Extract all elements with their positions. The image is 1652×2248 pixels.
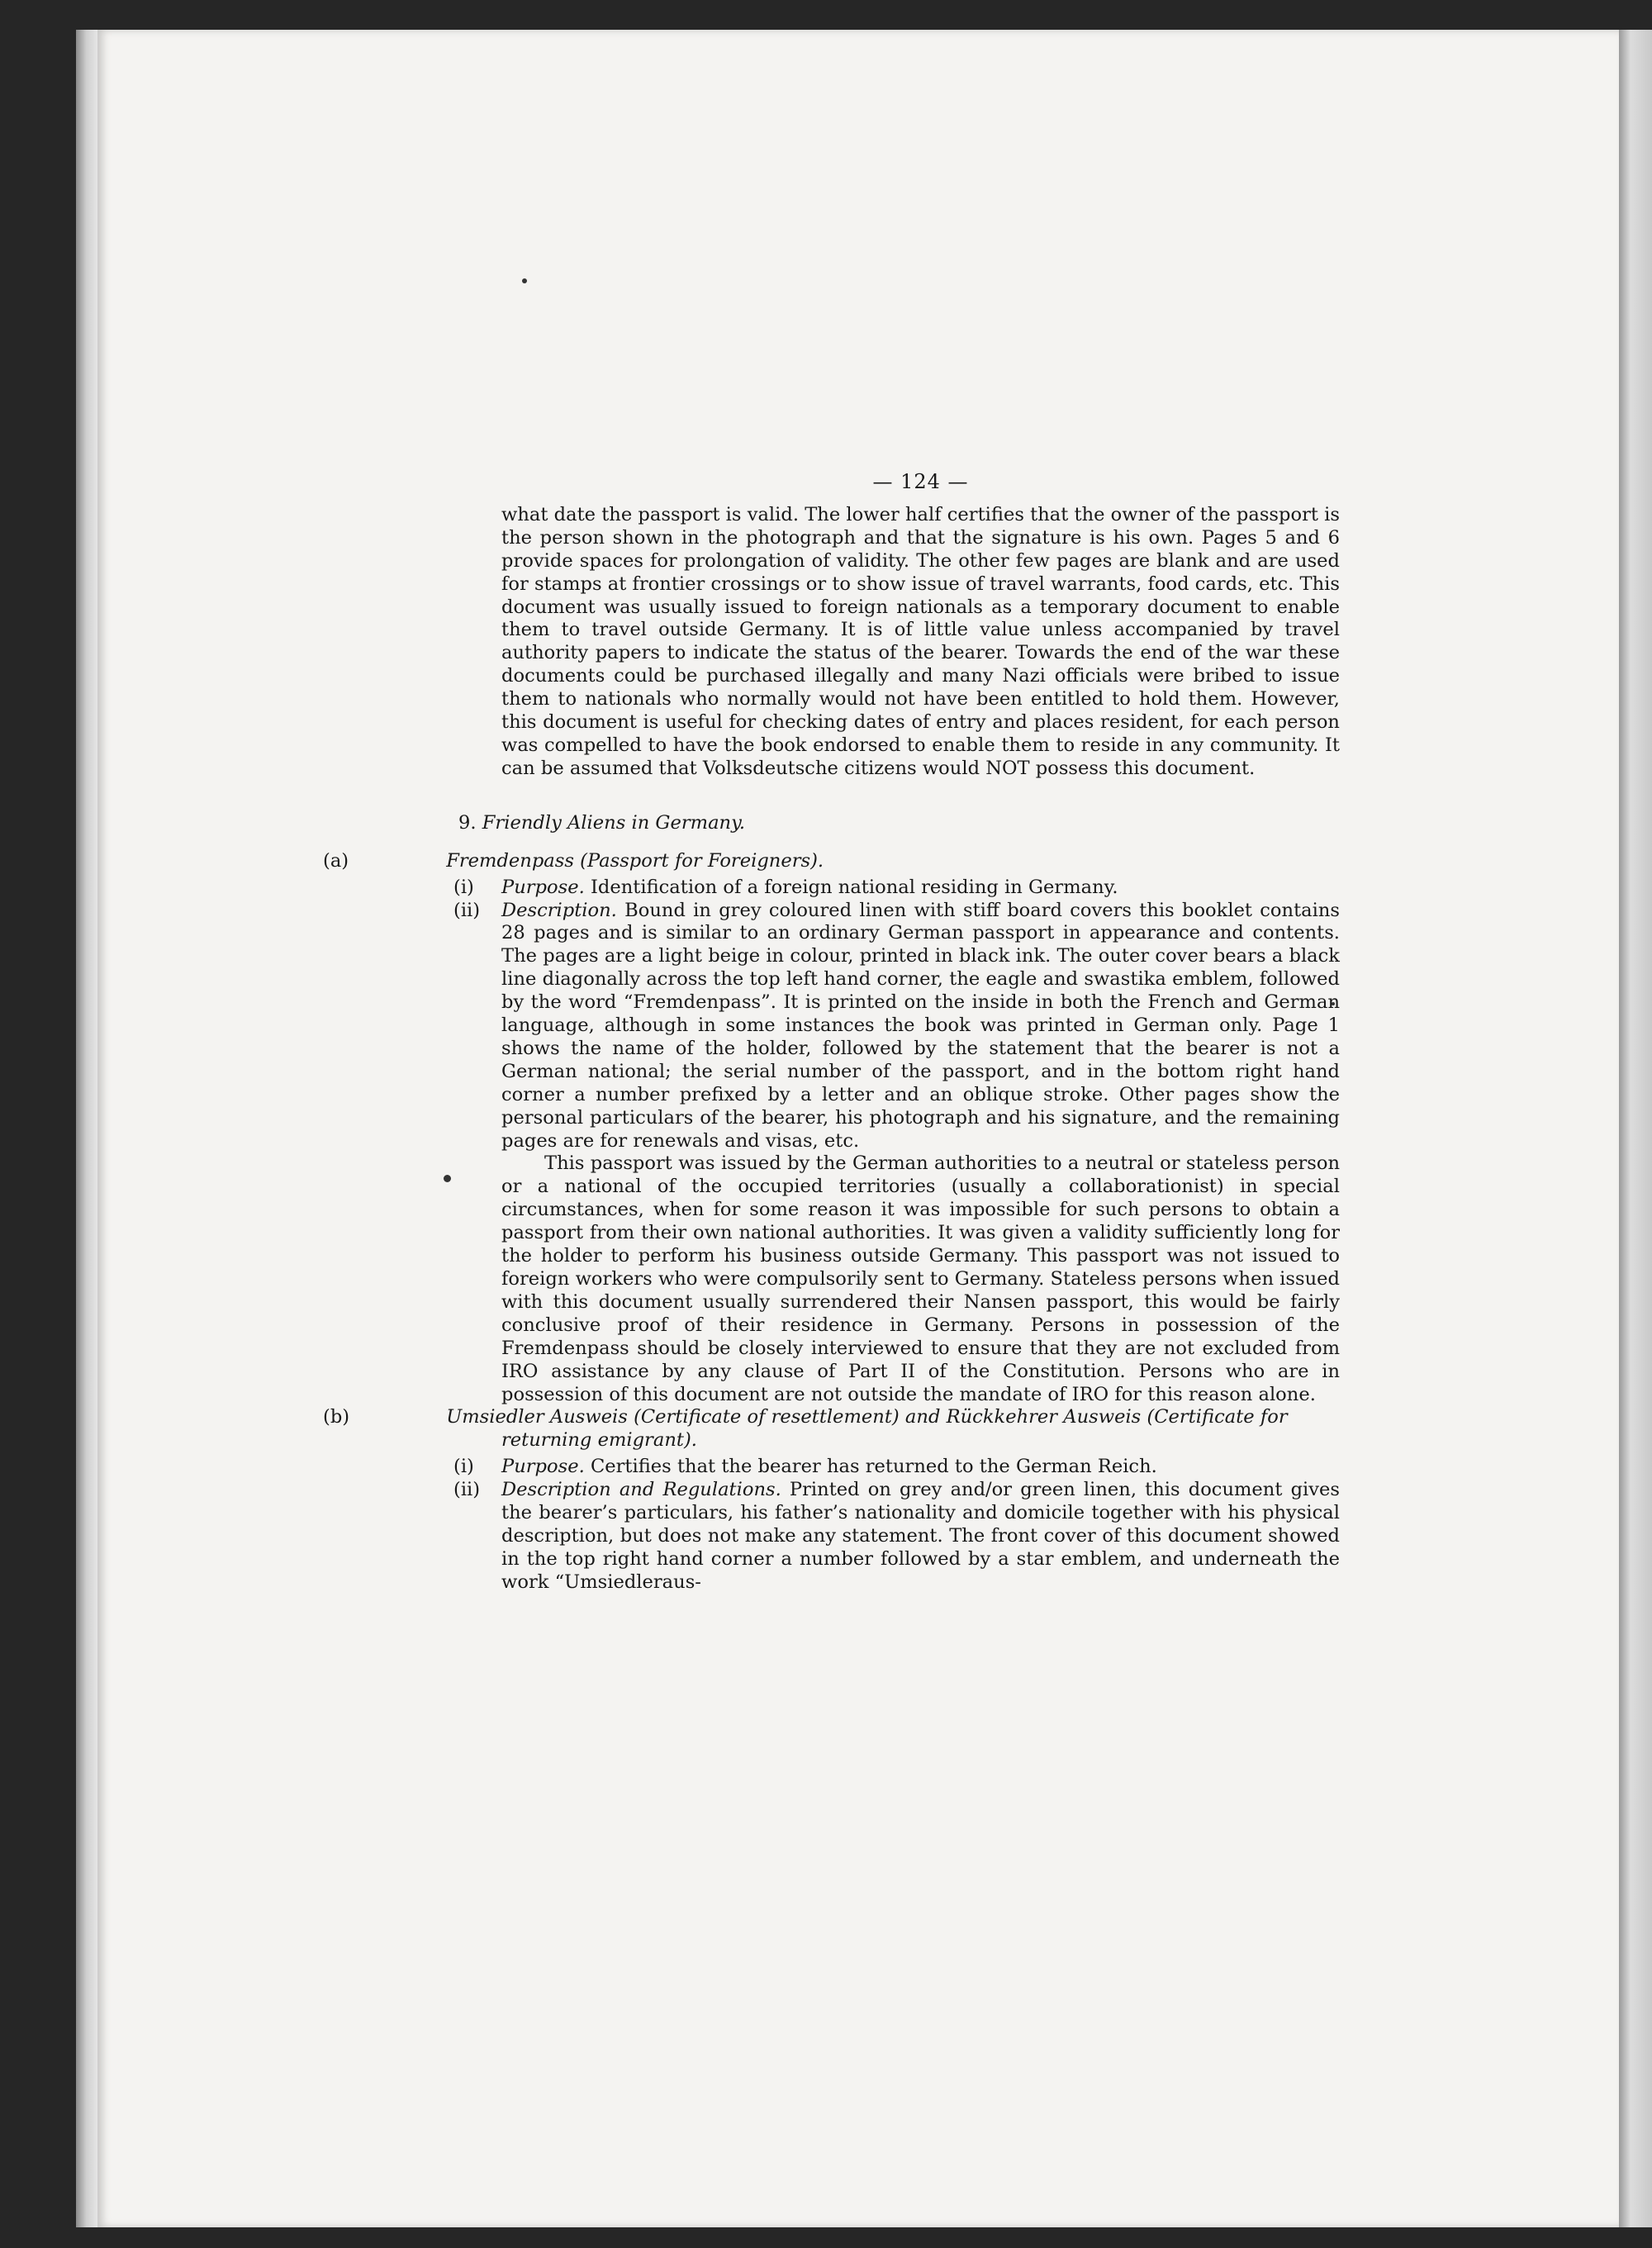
section-heading <box>458 812 1340 835</box>
subsection-b-heading <box>323 1406 1340 1452</box>
purpose-text: Identification of a foreign national residing in Germany. <box>590 876 1118 898</box>
page-right-edge <box>1619 30 1652 2227</box>
page-number: — 124 — <box>872 470 969 493</box>
opening-paragraph: what date the passport is valid. The lower half certifies that the owner of the passport is the person shown in the photograph and that the signature is his own. Pages 5 and 6 provide spaces for prolongation of validity. The other few pages are blank and are used for stamps at frontier crossings or to show issue of travel warrants, food cards, etc. This document was usually issued to foreign nationals as a temporary document to enable them to travel outside Germany. It is of little value unless accompanied by travel authority papers to indicate the status of the bearer. Towards the end of the war these documents could be purchased illegally and many Nazi officials were bribed to issue them to nationals who normally would not have been entitled to hold them. However, this document is useful for checking dates of entry and places resident, for each person was compelled to have the book endorsed to enable them to reside in any community. It can be assumed that Volksdeutsche citizens would NOT possess this document. <box>501 503 1340 779</box>
subsection-a-description <box>453 899 1340 1153</box>
subsection-b-label: (b) <box>323 1406 350 1428</box>
subsection-a-title: Fremdenpass (Passport for Foreigners). <box>446 849 824 872</box>
purpose-label: Purpose. <box>501 876 585 898</box>
page-binding-edge <box>76 30 99 2227</box>
item-number: (ii) <box>453 1479 481 1501</box>
subsection-b-description <box>453 1479 1340 1595</box>
scan-speck <box>522 278 527 283</box>
subsection-a-paragraph: This passport was issued by the German authorities to a neutral or stateless person or a national of the occupied territories (usually a collaborationist) in special circumstances, when for some reason it was impossible for such persons to obtain a passport from their own national authorities. It was given a validity sufficiently long for the holder to perform his business outside Germany. This passport was not issued to foreign workers who were compulsorily sent to Germany. Stateless persons when issued with this document usually surrendered their Nansen passport, this would be fairly conclusive proof of their residence in Germany. Persons in possession of the Fremdenpass should be closely interviewed to ensure that they are not excluded from IRO assistance by any clause of Part II of the Constitution. Persons who are in possession of this document are not outside the mandate of IRO for this reason alone. <box>501 1153 1340 1405</box>
subsection-b-title: Umsiedler Ausweis (Certificate of resettlement) and Rückkehrer Ausweis (Certificate for returning emigrant). <box>446 1406 1288 1452</box>
description-label: Description and Regulations. <box>501 1479 781 1501</box>
description-label: Description. <box>501 899 617 921</box>
subsection-a-purpose <box>453 876 1340 900</box>
description-text: Bound in grey coloured linen with stiff board covers this booklet contains 28 pages and is similar to an ordinary German passport in appearance and contents. The pages are a light beige in colour, printed in black ink. The outer cover bears a black line diagonally across the top left hand corner, the eagle and swastika emblem, followed by the word “Fremdenpass”. It is printed on the inside in both the French and German language, although in some instances the book was printed in German only. Page 1 shows the name of the holder, followed by the statement that the bearer is not a German national; the serial number of the passport, and in the bottom right hand corner a number prefixed by a letter and an oblique stroke. Other pages show the personal particulars of the bearer, his photograph and his signature, and the remaining pages are for renewals and visas, etc. <box>501 899 1340 1152</box>
item-number: (i) <box>453 1456 474 1478</box>
document-body <box>323 470 1340 1595</box>
item-number: (i) <box>453 876 474 898</box>
purpose-label: Purpose. <box>501 1456 585 1478</box>
subsection-b-purpose <box>453 1456 1340 1479</box>
subsection-a-heading <box>323 849 1340 873</box>
section-title: Friendly Aliens in Germany. <box>482 811 746 834</box>
purpose-text: Certifies that the bearer has returned to the German Reich. <box>590 1456 1157 1478</box>
section-number: 9. <box>458 811 477 834</box>
item-number: (ii) <box>453 899 481 921</box>
scan-speck <box>444 1175 451 1182</box>
subsection-a-label: (a) <box>323 849 349 872</box>
description-text: Printed on grey and/or green linen, this document gives the bearer’s particulars, his father’s nationality and domicile together with his physical description, but does not make any statement. The front cover of this document showed in the top right hand corner a number followed by a star emblem, and underneath the work “Umsiedleraus- <box>501 1479 1340 1593</box>
